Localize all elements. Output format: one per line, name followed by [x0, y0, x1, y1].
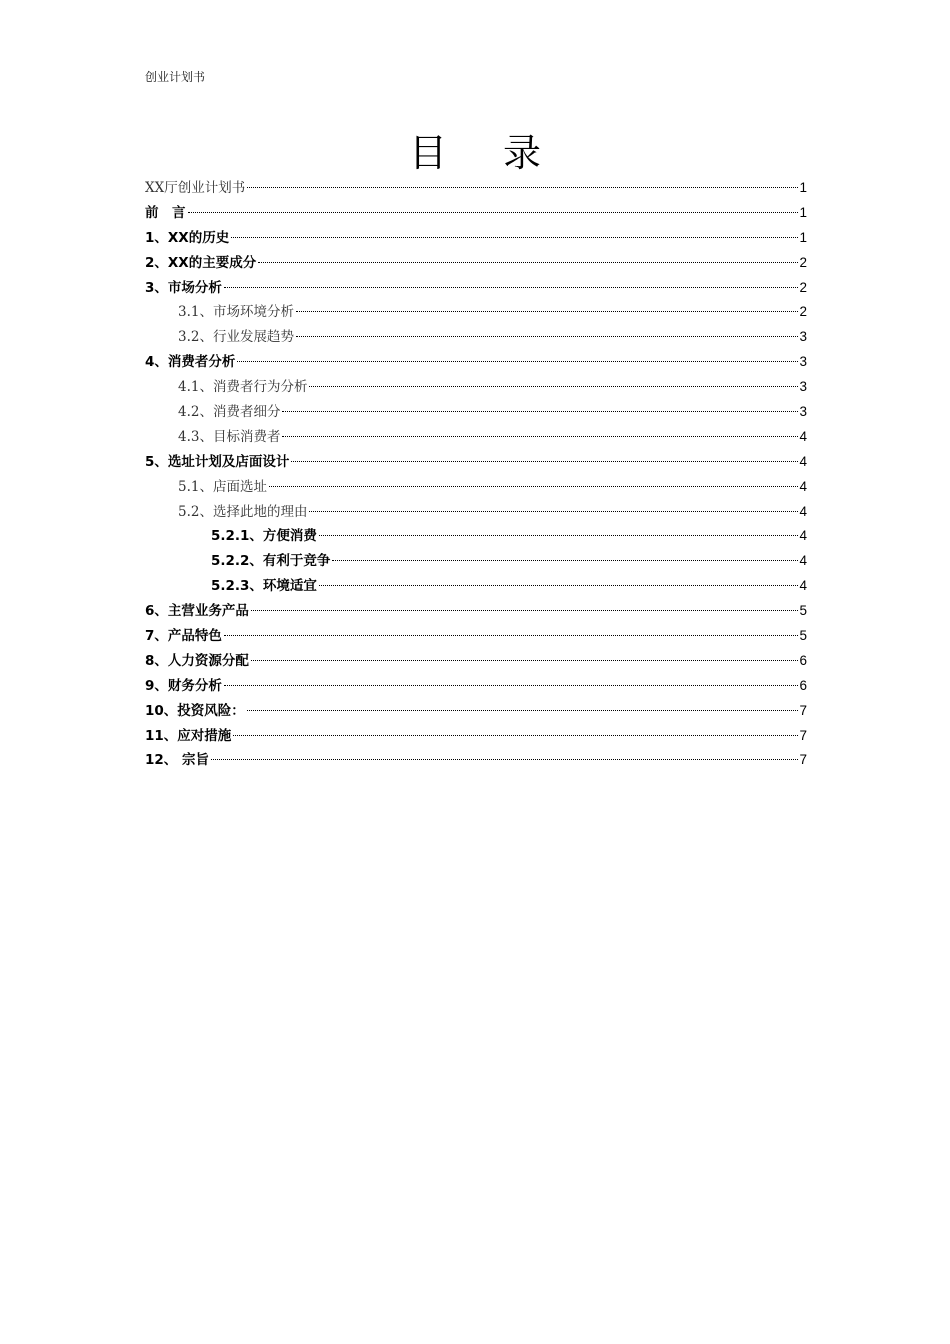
toc-dot-leader: [258, 262, 798, 263]
toc-entry-page-number: 3: [799, 329, 807, 345]
toc-entry-page-number: 4: [799, 453, 807, 469]
toc-entry-page-number: 4: [799, 478, 807, 494]
toc-dot-leader: [224, 685, 799, 686]
toc-entry-label: 9、财务分析: [145, 677, 222, 694]
toc-dot-leader: [319, 585, 799, 586]
toc-entry-label: 3、市场分析: [145, 279, 222, 296]
toc-entry-label: 4、消费者分析: [145, 354, 236, 371]
table-of-contents: [145, 176, 807, 773]
toc-entry-label: 2、XX的主要成分: [145, 254, 257, 271]
toc-entry-label: 5.2.1、方便消费: [211, 528, 317, 545]
toc-entry-page-number: 7: [799, 702, 807, 718]
toc-entry-label: 1、XX的历史: [145, 229, 230, 246]
toc-entry[interactable]: [145, 226, 807, 251]
toc-dot-leader: [332, 560, 798, 561]
toc-entry-label: 5.2.2、有利于竞争: [211, 553, 331, 570]
toc-entry-label: 8、人力资源分配: [145, 652, 249, 669]
toc-dot-leader: [282, 411, 798, 412]
toc-dot-leader: [269, 486, 799, 487]
toc-entry-label: 前 言: [145, 204, 186, 221]
toc-entry[interactable]: [145, 350, 807, 375]
toc-dot-leader: [319, 535, 799, 536]
toc-entry-label: 7、产品特色: [145, 628, 222, 645]
toc-entry[interactable]: [145, 599, 807, 624]
toc-entry[interactable]: [145, 400, 807, 425]
toc-entry[interactable]: [145, 674, 807, 699]
toc-entry[interactable]: [145, 699, 807, 724]
toc-entry-page-number: 2: [799, 254, 807, 270]
toc-entry-page-number: 3: [799, 354, 807, 370]
toc-entry-page-number: 1: [799, 229, 807, 245]
toc-entry[interactable]: [145, 300, 807, 325]
toc-entry-page-number: 6: [799, 652, 807, 668]
toc-entry-page-number: 7: [799, 752, 807, 768]
toc-dot-leader: [309, 386, 798, 387]
toc-dot-leader: [251, 660, 799, 661]
toc-entry[interactable]: [145, 724, 807, 749]
toc-entry[interactable]: [145, 176, 807, 201]
toc-entry[interactable]: [145, 375, 807, 400]
toc-entry-page-number: 3: [799, 404, 807, 420]
toc-entry-label: 6、主营业务产品: [145, 603, 249, 620]
toc-entry-page-number: 5: [799, 603, 807, 619]
toc-entry-page-number: 4: [799, 578, 807, 594]
toc-dot-leader: [309, 511, 798, 512]
toc-entry[interactable]: [145, 201, 807, 226]
toc-entry-page-number: 2: [799, 279, 807, 295]
toc-entry[interactable]: [145, 524, 807, 549]
toc-dot-leader: [188, 212, 799, 213]
toc-entry-label: 3.2、行业发展趋势: [178, 329, 294, 346]
toc-entry-label: 5.2、选择此地的理由: [178, 503, 308, 520]
toc-entry-page-number: 4: [799, 528, 807, 544]
toc-dot-leader: [224, 635, 799, 636]
toc-entry-label: 5、选址计划及店面设计: [145, 453, 290, 470]
toc-dot-leader: [247, 187, 798, 188]
toc-title: 目 录: [408, 131, 564, 175]
toc-entry-page-number: 4: [799, 503, 807, 519]
toc-entry-page-number: 1: [799, 180, 807, 195]
toc-dot-leader: [291, 461, 798, 462]
toc-entry-label: 4.2、消费者细分: [178, 404, 281, 421]
toc-dot-leader: [237, 361, 798, 362]
toc-entry[interactable]: [145, 276, 807, 301]
running-header: 创业计划书: [145, 70, 206, 84]
toc-entry[interactable]: [145, 624, 807, 649]
toc-entry-label: 5.2.3、环境适宜: [211, 578, 317, 595]
toc-dot-leader: [296, 336, 799, 337]
toc-dot-leader: [211, 759, 798, 760]
toc-entry[interactable]: [145, 325, 807, 350]
toc-entry[interactable]: [145, 500, 807, 525]
toc-entry-page-number: 2: [799, 304, 807, 320]
toc-entry-page-number: 4: [799, 428, 807, 444]
toc-entry[interactable]: [145, 425, 807, 450]
toc-dot-leader: [296, 311, 799, 312]
toc-entry[interactable]: [145, 748, 807, 773]
toc-entry[interactable]: [145, 574, 807, 599]
toc-entry-label: 10、投资风险：: [145, 702, 245, 719]
toc-dot-leader: [247, 710, 799, 711]
toc-entry[interactable]: [145, 475, 807, 500]
toc-entry[interactable]: [145, 649, 807, 674]
toc-dot-leader: [282, 436, 798, 437]
toc-entry-label: 5.1、店面选址: [178, 478, 267, 495]
toc-entry-label: 3.1、市场环境分析: [178, 304, 294, 321]
toc-entry-page-number: 7: [799, 727, 807, 743]
toc-dot-leader: [231, 237, 798, 238]
toc-dot-leader: [251, 610, 799, 611]
toc-entry-label: 4.1、消费者行为分析: [178, 379, 308, 396]
toc-entry-label: 11、应对措施: [145, 727, 232, 744]
toc-entry-label: 4.3、目标消费者: [178, 428, 281, 445]
toc-entry-label: 12、 宗旨: [145, 752, 209, 769]
toc-entry-page-number: 4: [799, 553, 807, 569]
toc-entry-page-number: 6: [799, 677, 807, 693]
toc-entry-label: XX厅创业计划书: [145, 180, 246, 196]
toc-entry[interactable]: [145, 450, 807, 475]
toc-entry-page-number: 5: [799, 628, 807, 644]
toc-entry[interactable]: [145, 251, 807, 276]
toc-entry-page-number: 3: [799, 379, 807, 395]
toc-dot-leader: [233, 735, 798, 736]
toc-entry-page-number: 1: [799, 204, 807, 220]
toc-entry[interactable]: [145, 549, 807, 574]
toc-dot-leader: [224, 287, 799, 288]
